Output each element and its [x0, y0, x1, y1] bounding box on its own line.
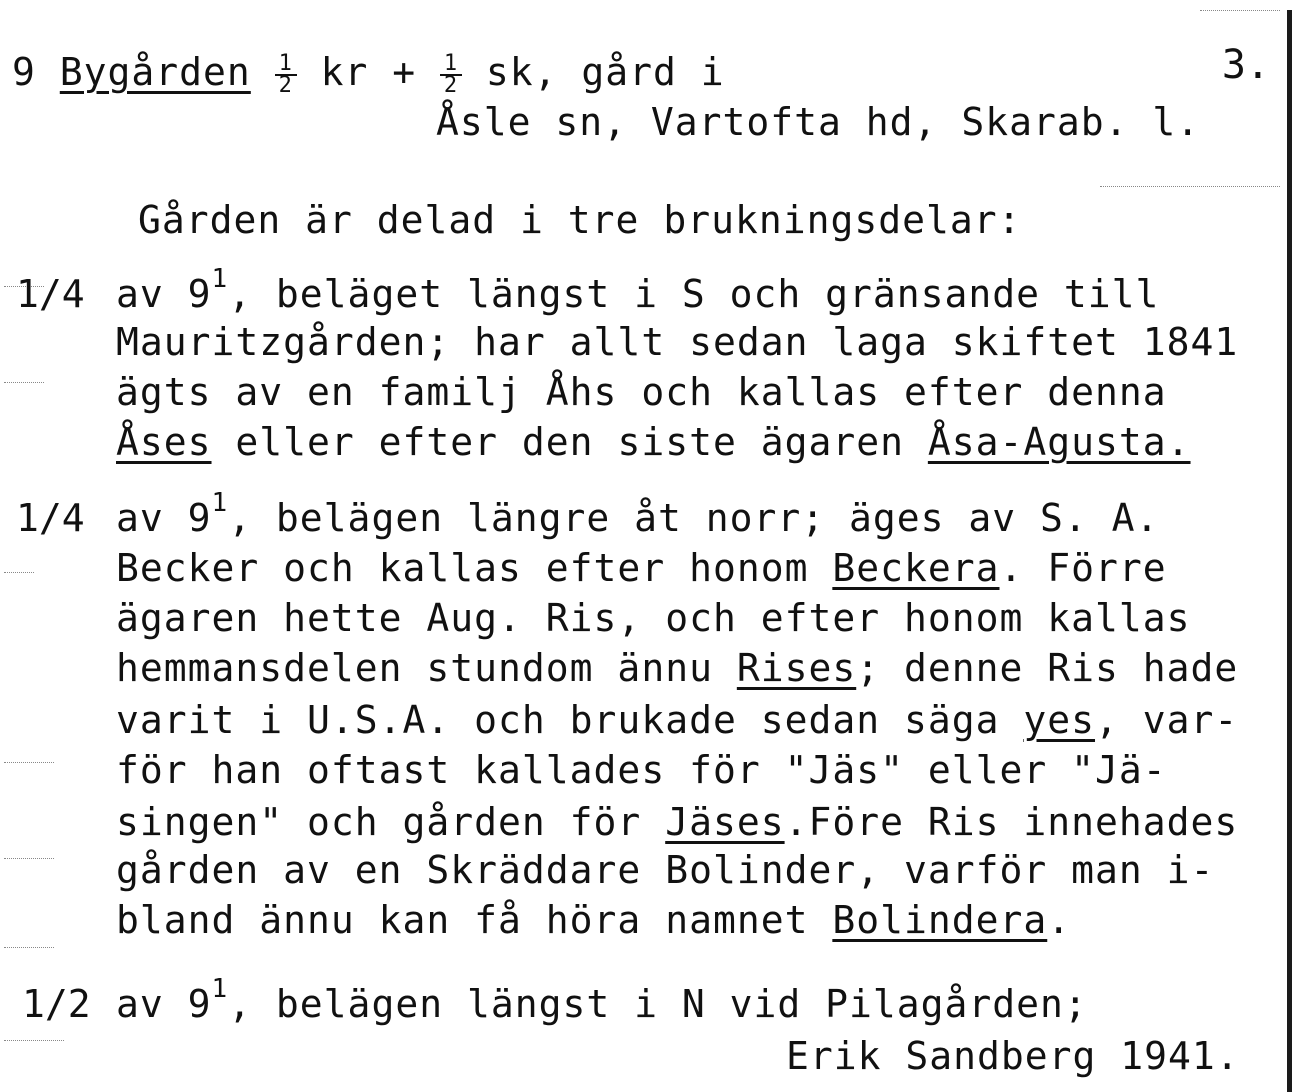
ruled-line — [4, 762, 54, 763]
location-line: Åsle sn, Vartofta hd, Skarab. l. — [436, 100, 1201, 144]
fraction-half: $\frac{1}{2}$ — [440, 55, 462, 95]
section-line: gården av en Skräddare Bolinder, varför man i- — [116, 848, 1215, 892]
header-line — [12, 50, 725, 98]
section-line: av $9^1$, beläget längst i S och gränsande till — [116, 264, 1160, 316]
ruled-line — [1100, 186, 1280, 187]
section-line: för han oftast kallades för "Jäs" eller "Jä- — [116, 748, 1167, 792]
entry-number: 9 — [12, 50, 36, 94]
intro-line: Gården är delad i tre brukningsdelar: — [138, 198, 1022, 242]
section-line: hemmansdelen stundom ännu Rises; denne Ris hade — [116, 646, 1239, 690]
section-line: varit i U.S.A. och brukade sedan säga yes, var- — [116, 698, 1239, 742]
section-line: ägaren hette Aug. Ris, och efter honom kallas — [116, 596, 1191, 640]
section-fraction: 1/4 — [16, 272, 85, 316]
ruled-line — [4, 947, 54, 948]
ruled-line — [1200, 10, 1280, 11]
section-fraction: 1/2 — [22, 982, 91, 1026]
section-line: Åses eller efter den siste ägaren Åsa-Agusta. — [116, 420, 1191, 464]
page-number: 3. — [1221, 42, 1270, 88]
section-line: bland ännu kan få höra namnet Bolindera. — [116, 898, 1072, 942]
section-line: singen" och gården för Jäses.Före Ris innehades — [116, 800, 1239, 844]
card-edge-line — [1287, 10, 1292, 1092]
header-mid1: kr + — [320, 50, 417, 94]
fraction-half: $\frac{1}{2}$ — [275, 55, 297, 95]
section-line: av $9^1$, belägen längst i N vid Pilagården; — [116, 974, 1088, 1026]
ruled-line — [4, 1040, 64, 1041]
signature: Erik Sandberg 1941. — [786, 1034, 1240, 1078]
farm-name: Bygården — [59, 50, 251, 94]
section-line: Becker och kallas efter honom Beckera. Förre — [116, 546, 1167, 590]
ruled-line — [4, 858, 54, 859]
section-line: ägts av en familj Åhs och kallas efter denna — [116, 370, 1167, 414]
ruled-line — [4, 382, 44, 383]
ruled-line — [4, 572, 34, 573]
section-fraction: 1/4 — [16, 496, 85, 540]
section-line: av $9^1$, belägen längre åt norr; äges av S. A. — [116, 488, 1160, 540]
section-line: Mauritzgården; har allt sedan laga skiftet 1841 — [116, 320, 1239, 364]
header-mid2: sk, gård i — [485, 50, 725, 94]
